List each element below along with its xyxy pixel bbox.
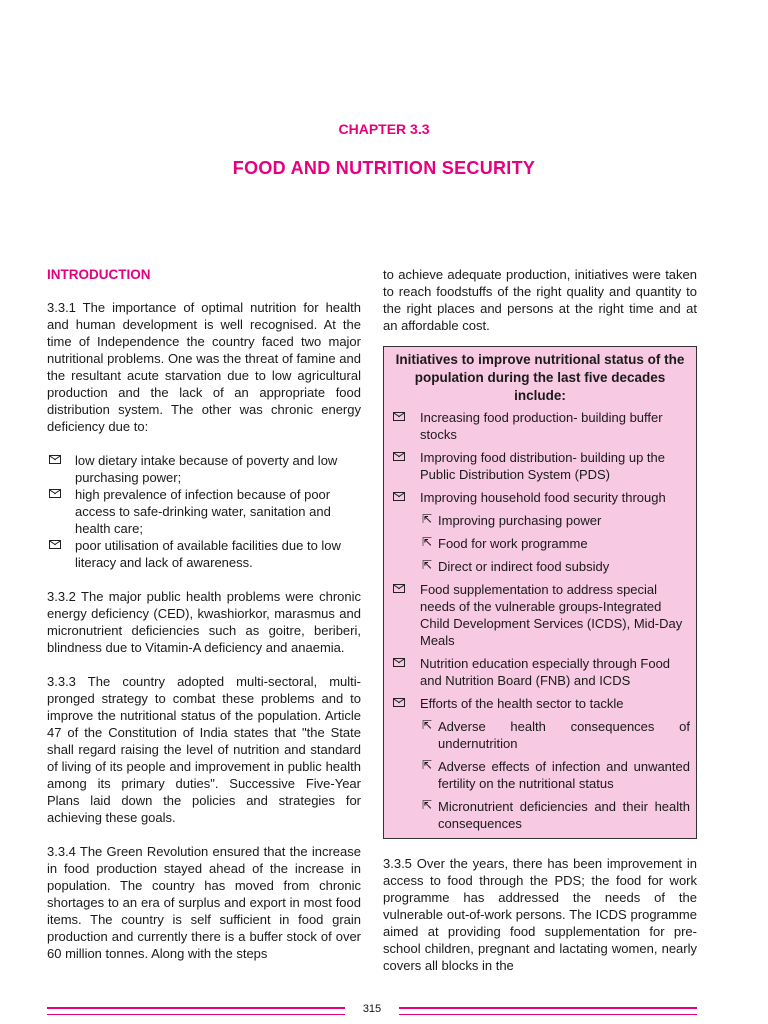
sub-item-text: Food for work programme (438, 536, 588, 551)
list-item-text: poor utilisation of available facilities due to low literacy and lack of awareness. (75, 538, 341, 570)
chapter-label: CHAPTER 3.3 (338, 121, 430, 137)
list-item-text: Improving household food security through (420, 490, 666, 505)
sub-list-item (420, 535, 690, 552)
page-footer (47, 1000, 697, 1020)
list-item-text: Nutrition education especially through Food and Nutrition Board (FNB) and ICDS (420, 656, 671, 688)
page-number: 315 (362, 1003, 382, 1015)
arrow-icon: ⇱ (422, 512, 433, 526)
sub-item-text: Adverse health consequences of undernutrition (438, 719, 690, 751)
arrow-icon: ⇱ (422, 758, 433, 772)
envelope-icon (393, 698, 405, 707)
envelope-icon (393, 658, 405, 667)
initiatives-list (390, 409, 690, 832)
envelope-icon (49, 489, 61, 498)
sub-item-text: Improving purchasing power (438, 513, 602, 528)
list-item (390, 695, 690, 832)
envelope-icon (393, 492, 405, 501)
list-item (47, 537, 361, 571)
envelope-icon (393, 412, 405, 421)
list-item (390, 581, 690, 649)
sub-list-item (420, 758, 690, 792)
paragraph-3-3-5: 3.3.5 Over the years, there has been improvement in access to food through the PDS; the food for work programme has addressed the needs of the vulnerable out-of-work persons. The ICDS programme aimed at providing food supplementation for pre-school children, pregnant and lactating women, nearly covers all blocks in the (383, 856, 697, 973)
section-heading: INTRODUCTION (47, 267, 151, 282)
right-column (383, 266, 697, 991)
sub-item-text: Direct or indirect food subsidy (438, 559, 610, 574)
list-item (47, 486, 361, 537)
paragraph-continued: to achieve adequate production, initiatives were taken to reach foodstuffs of the right quality and quantity to the right places and persons at the right time and at an affordable cost. (383, 267, 697, 333)
envelope-icon (49, 455, 61, 464)
sub-list (420, 512, 690, 575)
list-item-text: Improving food distribution- building up the Public Distribution System (PDS) (420, 450, 665, 482)
footer-rule-right (399, 1007, 697, 1015)
sub-item-text: Micronutrient deficiencies and their health consequences (438, 799, 690, 831)
paragraph-3-3-1: 3.3.1 The importance of optimal nutrition for health and human development is well recognised. At the time of Independence the country faced two major nutritional problems. One was the threat of famine and the resultant acute starvation due to low agricultural production and the lack of an appropriate food distribution system. The other was chronic energy deficiency due to: (47, 300, 361, 434)
list-item-text: Efforts of the health sector to tackle (420, 696, 624, 711)
envelope-icon (393, 452, 405, 461)
list-item (390, 409, 690, 443)
list-item (390, 449, 690, 483)
list-item-text: low dietary intake because of poverty and low purchasing power; (75, 453, 338, 485)
envelope-icon (393, 584, 405, 593)
envelope-icon (49, 540, 61, 549)
paragraph-3-3-4: 3.3.4 The Green Revolution ensured that the increase in food production stayed ahead of the increase in population. The country has moved from chronic shortages to an era of surplus and export in most food items. The country is self sufficient in food grain production and currently there is a buffer stock of over 60 million tonnes. Along with the steps (47, 844, 361, 961)
box-title: Initiatives to improve nutritional status of the population during the last five decades include: (395, 352, 685, 403)
list-item-text: Food supplementation to address special needs of the vulnerable groups-Integrated Child Development Services (ICDS), Mid-Day Meals (420, 582, 683, 648)
sub-list-item (420, 558, 690, 575)
arrow-icon: ⇱ (422, 718, 433, 732)
list-item (47, 452, 361, 486)
arrow-icon: ⇱ (422, 535, 433, 549)
paragraph-3-3-2: 3.3.2 The major public health problems were chronic energy deficiency (CED), kwashiorkor, marasmus and micronutrient deficiencies such as goitre, beriberi, blindness due to Vitamin-A deficiency and anaemia. (47, 589, 361, 655)
list-item-text: Increasing food production- building buffer stocks (420, 410, 663, 442)
list-item-text: high prevalence of infection because of poor access to safe-drinking water, sanitation and health care; (75, 487, 331, 536)
initiatives-box (383, 346, 697, 839)
arrow-icon: ⇱ (422, 798, 433, 812)
list-item (390, 489, 690, 575)
sub-list-item (420, 798, 690, 832)
deficiency-causes-list (47, 452, 361, 571)
arrow-icon: ⇱ (422, 558, 433, 572)
sub-item-text: Adverse effects of infection and unwanted fertility on the nutritional status (438, 759, 690, 791)
paragraph-3-3-3: 3.3.3 The country adopted multi-sectoral, multi-pronged strategy to combat these problems and to improve the nutritional status of the population. Article 47 of the Constitution of India states that "the State shall regard raising the level of nutrition and standard of living of its people and improvement in public health among its primary duties". Successive Five-Year Plans laid down the policies and strategies for achieving these goals. (47, 674, 361, 825)
sub-list-item (420, 718, 690, 752)
sub-list (420, 718, 690, 832)
sub-list-item (420, 512, 690, 529)
chapter-title: FOOD AND NUTRITION SECURITY (232, 158, 536, 178)
left-column (47, 266, 361, 979)
list-item (390, 655, 690, 689)
